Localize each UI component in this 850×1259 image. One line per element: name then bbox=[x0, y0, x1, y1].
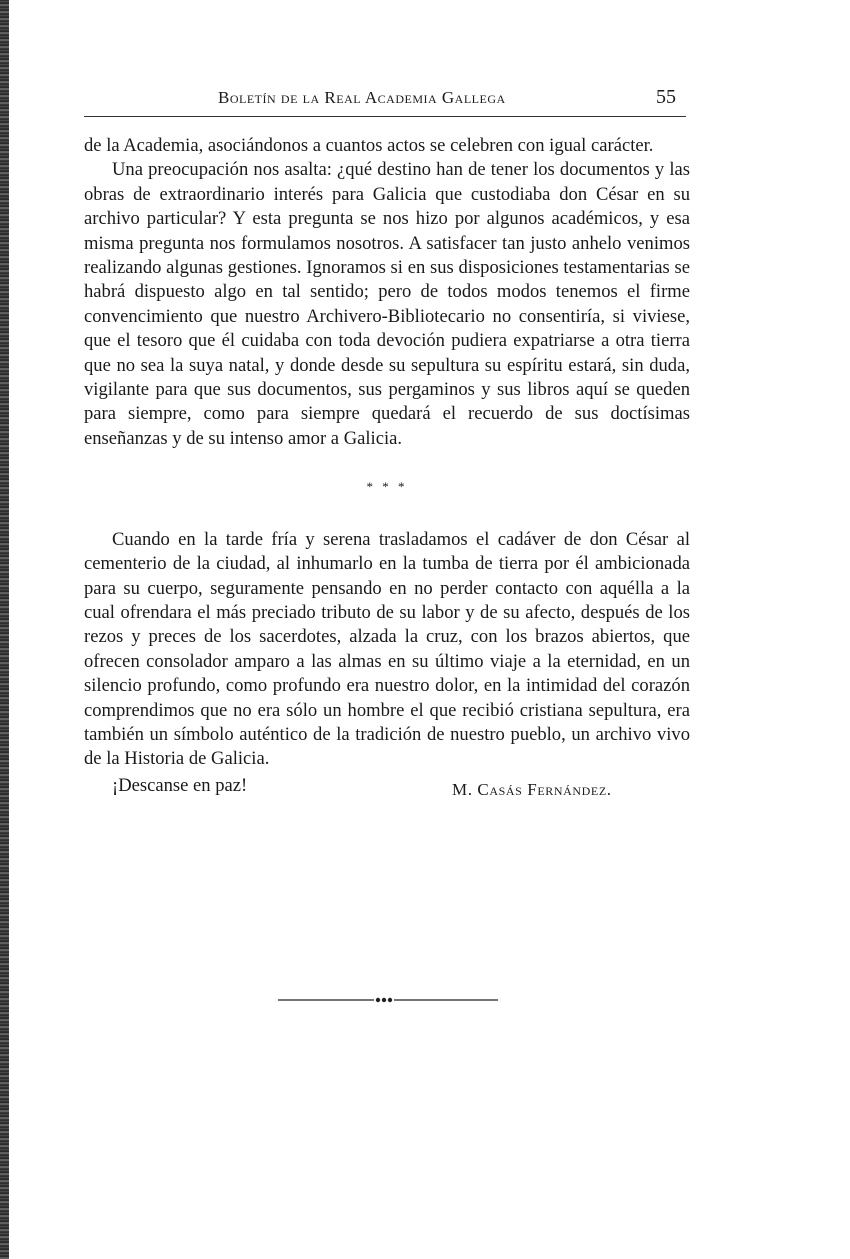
author-signature: M. Casás Fernández. bbox=[452, 779, 612, 799]
journal-title: Boletín de la Real Academia Gallega bbox=[218, 88, 506, 107]
paragraph-archive-concern: Una preocupación nos asalta: ¿qué destino han de tener los documentos y las obras de extraordinario interés para Galicia que custodiaba don César en su archivo particular? Y esta pregunta se nos hizo por algunos académicos, y esa misma pregunta nos formulamos nosotros. A satisfacer tan justo anhelo venimos realizando algunas gestiones. Ignoramos si en sus disposiciones testamentarias se habrá dispuesto algo en tal sentido; pero de todos modos tenemos el firme convencimiento que nuestro Archivero-Bibliotecario no consentiría, si viviese, que el tesoro que él cuidaba con toda devoción pudiera expatriarse a otra tierra que no sea la suya natal, y donde desde su sepultura su espíritu estará, sin duda, vigilante para que sus documentos, sus pergaminos y sus libros aquí se queden para siempre, como para siempre quedará el recuerdo de sus doctísimas enseñanzas y de su intenso amor a Galicia. bbox=[84, 159, 690, 449]
scan-binding-edge bbox=[0, 0, 9, 1259]
end-ornament-icon bbox=[278, 996, 498, 1004]
paragraph-continuation: de la Academia, asociándonos a cuantos actos se celebren con igual carácter. bbox=[84, 135, 654, 156]
closing-line bbox=[84, 774, 690, 800]
running-header bbox=[84, 88, 686, 117]
article-body bbox=[84, 134, 690, 800]
farewell-text: ¡Descanse en paz! bbox=[112, 774, 248, 796]
section-separator: * * * bbox=[366, 479, 408, 495]
page-number: 55 bbox=[656, 86, 676, 108]
paragraph-burial: Cuando en la tarde fría y serena trasladamos el cadáver de don César al cementerio de la ciudad, al inhumarlo en la tumba de tierra por él ambicionada para su cuerpo, seguramente pensando en no perder contacto con aquélla a la cual ofrendara el más preciado tributo de su labor y de su afecto, después de los rezos y preces de los sacerdotes, alzada la cruz, con los brazos abiertos, que ofrecen consolador amparo a las almas en su último viaje a la eternidad, en un silencio profundo, como profundo era nuestro dolor, en la intimidad del corazón comprendimos que no era sólo un hombre el que recibió cristiana sepultura, era también un símbolo auténtico de la tradición de nuestro pueblo, un archivo vivo de la Historia de Galicia. bbox=[84, 528, 690, 770]
